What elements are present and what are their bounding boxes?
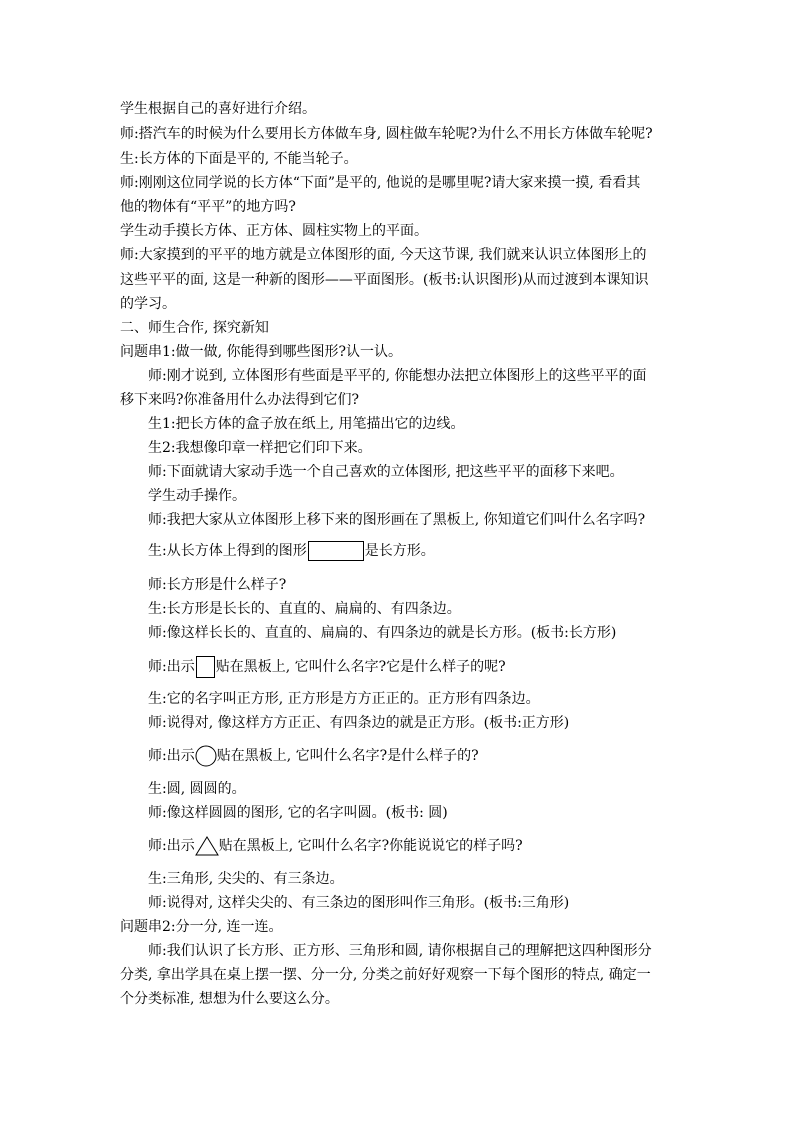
text-line: 师:像这样长长的、直直的、扁扁的、有四条边的就是长方形。(板书:长方形) [148, 625, 617, 641]
circle-figure [195, 745, 217, 767]
text-fragment: 生:从长方体上得到的图形 [148, 543, 307, 559]
question-heading: 问题串1:做一做, 你能得到哪些图形?认一认。 [120, 344, 403, 360]
text-fragment: 是长方形。 [364, 543, 435, 559]
text-fragment: 贴在黑板上, 它叫什么名字?它是什么样子的呢? [215, 659, 506, 675]
circle-line [148, 745, 708, 767]
question-heading: 问题串2:分一分, 连一连。 [120, 919, 283, 935]
text-line: 移下来吗?你准备用什么办法得到它们? [120, 392, 360, 408]
text-fragment: 贴在黑板上, 它叫什么名字?你能说说它的样子吗? [218, 838, 523, 854]
text-line: 师:像这样圆圆的图形, 它的名字叫圆。(板书: 圆) [148, 805, 448, 821]
text-line: 师:长方形是什么样子? [148, 577, 287, 593]
rectangle-figure [308, 541, 364, 561]
text-line: 学生根据自己的喜好进行介绍。 [120, 101, 316, 117]
text-line: 生:长方形是长长的、直直的、扁扁的、有四条边。 [148, 601, 461, 617]
text-line: 生:三角形, 尖尖的、有三条边。 [148, 871, 344, 887]
text-fragment: 师:出示 [148, 659, 195, 675]
square-line [148, 656, 708, 678]
text-line: 师:下面就请大家动手选一个自己喜欢的立体图形, 把这些平平的面移下来吧。 [148, 464, 624, 480]
text-line: 学生动手操作。 [148, 488, 246, 504]
text-fragment: 贴在黑板上, 它叫什么名字?是什么样子的? [216, 748, 479, 764]
text-line: 师:搭汽车的时候为什么要用长方体做车身, 圆柱做车轮呢?为什么不用长方体做车轮呢? [120, 126, 653, 142]
text-line: 师:说得对, 像这样方方正正、有四条边的就是正方形。(板书:正方形) [148, 715, 570, 731]
text-line: 师:我们认识了长方形、正方形、三角形和圆, 请你根据自己的理解把这四种图形分 [148, 943, 652, 959]
triangle-line [148, 836, 708, 856]
text-line: 分类, 拿出学具在桌上摆一摆、分一分, 分类之前好好观察一下每个图形的特点, 确定一 [120, 967, 651, 983]
text-line: 师:刚刚这位同学说的长方体“下面”是平的, 他说的是哪里呢?请大家来摸一摸, 看看其 [120, 175, 641, 191]
rectangle-line [148, 541, 708, 561]
section-heading: 二、师生合作, 探究新知 [120, 320, 269, 336]
text-line: 师:我把大家从立体图形上移下来的图形画在了黑板上, 你知道它们叫什么名字吗? [148, 512, 646, 528]
square-figure [196, 656, 215, 678]
text-fragment: 师:出示 [148, 838, 195, 854]
text-line: 生2:我想像印章一样把它们印下来。 [148, 440, 372, 456]
text-line: 生:圆, 圆圆的。 [148, 781, 246, 797]
text-line: 师:大家摸到的平平的地方就是立体图形的面, 今天这节课, 我们就来认识立体图形上的 [120, 247, 647, 263]
text-line: 他的物体有“平平”的地方吗? [120, 199, 296, 215]
text-line: 这些平平的面, 这是一种新的图形——平面图形。(板书:认识图形)从而过渡到本课知识 [120, 272, 649, 288]
text-line: 生1:把长方体的盒子放在纸上, 用笔描出它的边线。 [148, 416, 465, 432]
text-line: 的学习。 [120, 296, 176, 312]
text-line: 生:它的名字叫正方形, 正方形是方方正正的。正方形有四条边。 [148, 691, 540, 707]
text-line: 生:长方体的下面是平的, 不能当轮子。 [120, 151, 358, 167]
triangle-figure [195, 836, 219, 856]
text-fragment: 师:出示 [148, 748, 195, 764]
text-line: 学生动手摸长方体、正方体、圆柱实物上的平面。 [120, 223, 428, 239]
text-line: 师:刚才说到, 立体图形有些面是平平的, 你能想办法把立体图形上的这些平平的面 [148, 368, 647, 384]
text-line: 个分类标准, 想想为什么要这么分。 [120, 991, 339, 1007]
text-line: 师:说得对, 这样尖尖的、有三条边的图形叫作三角形。(板书:三角形) [148, 895, 570, 911]
